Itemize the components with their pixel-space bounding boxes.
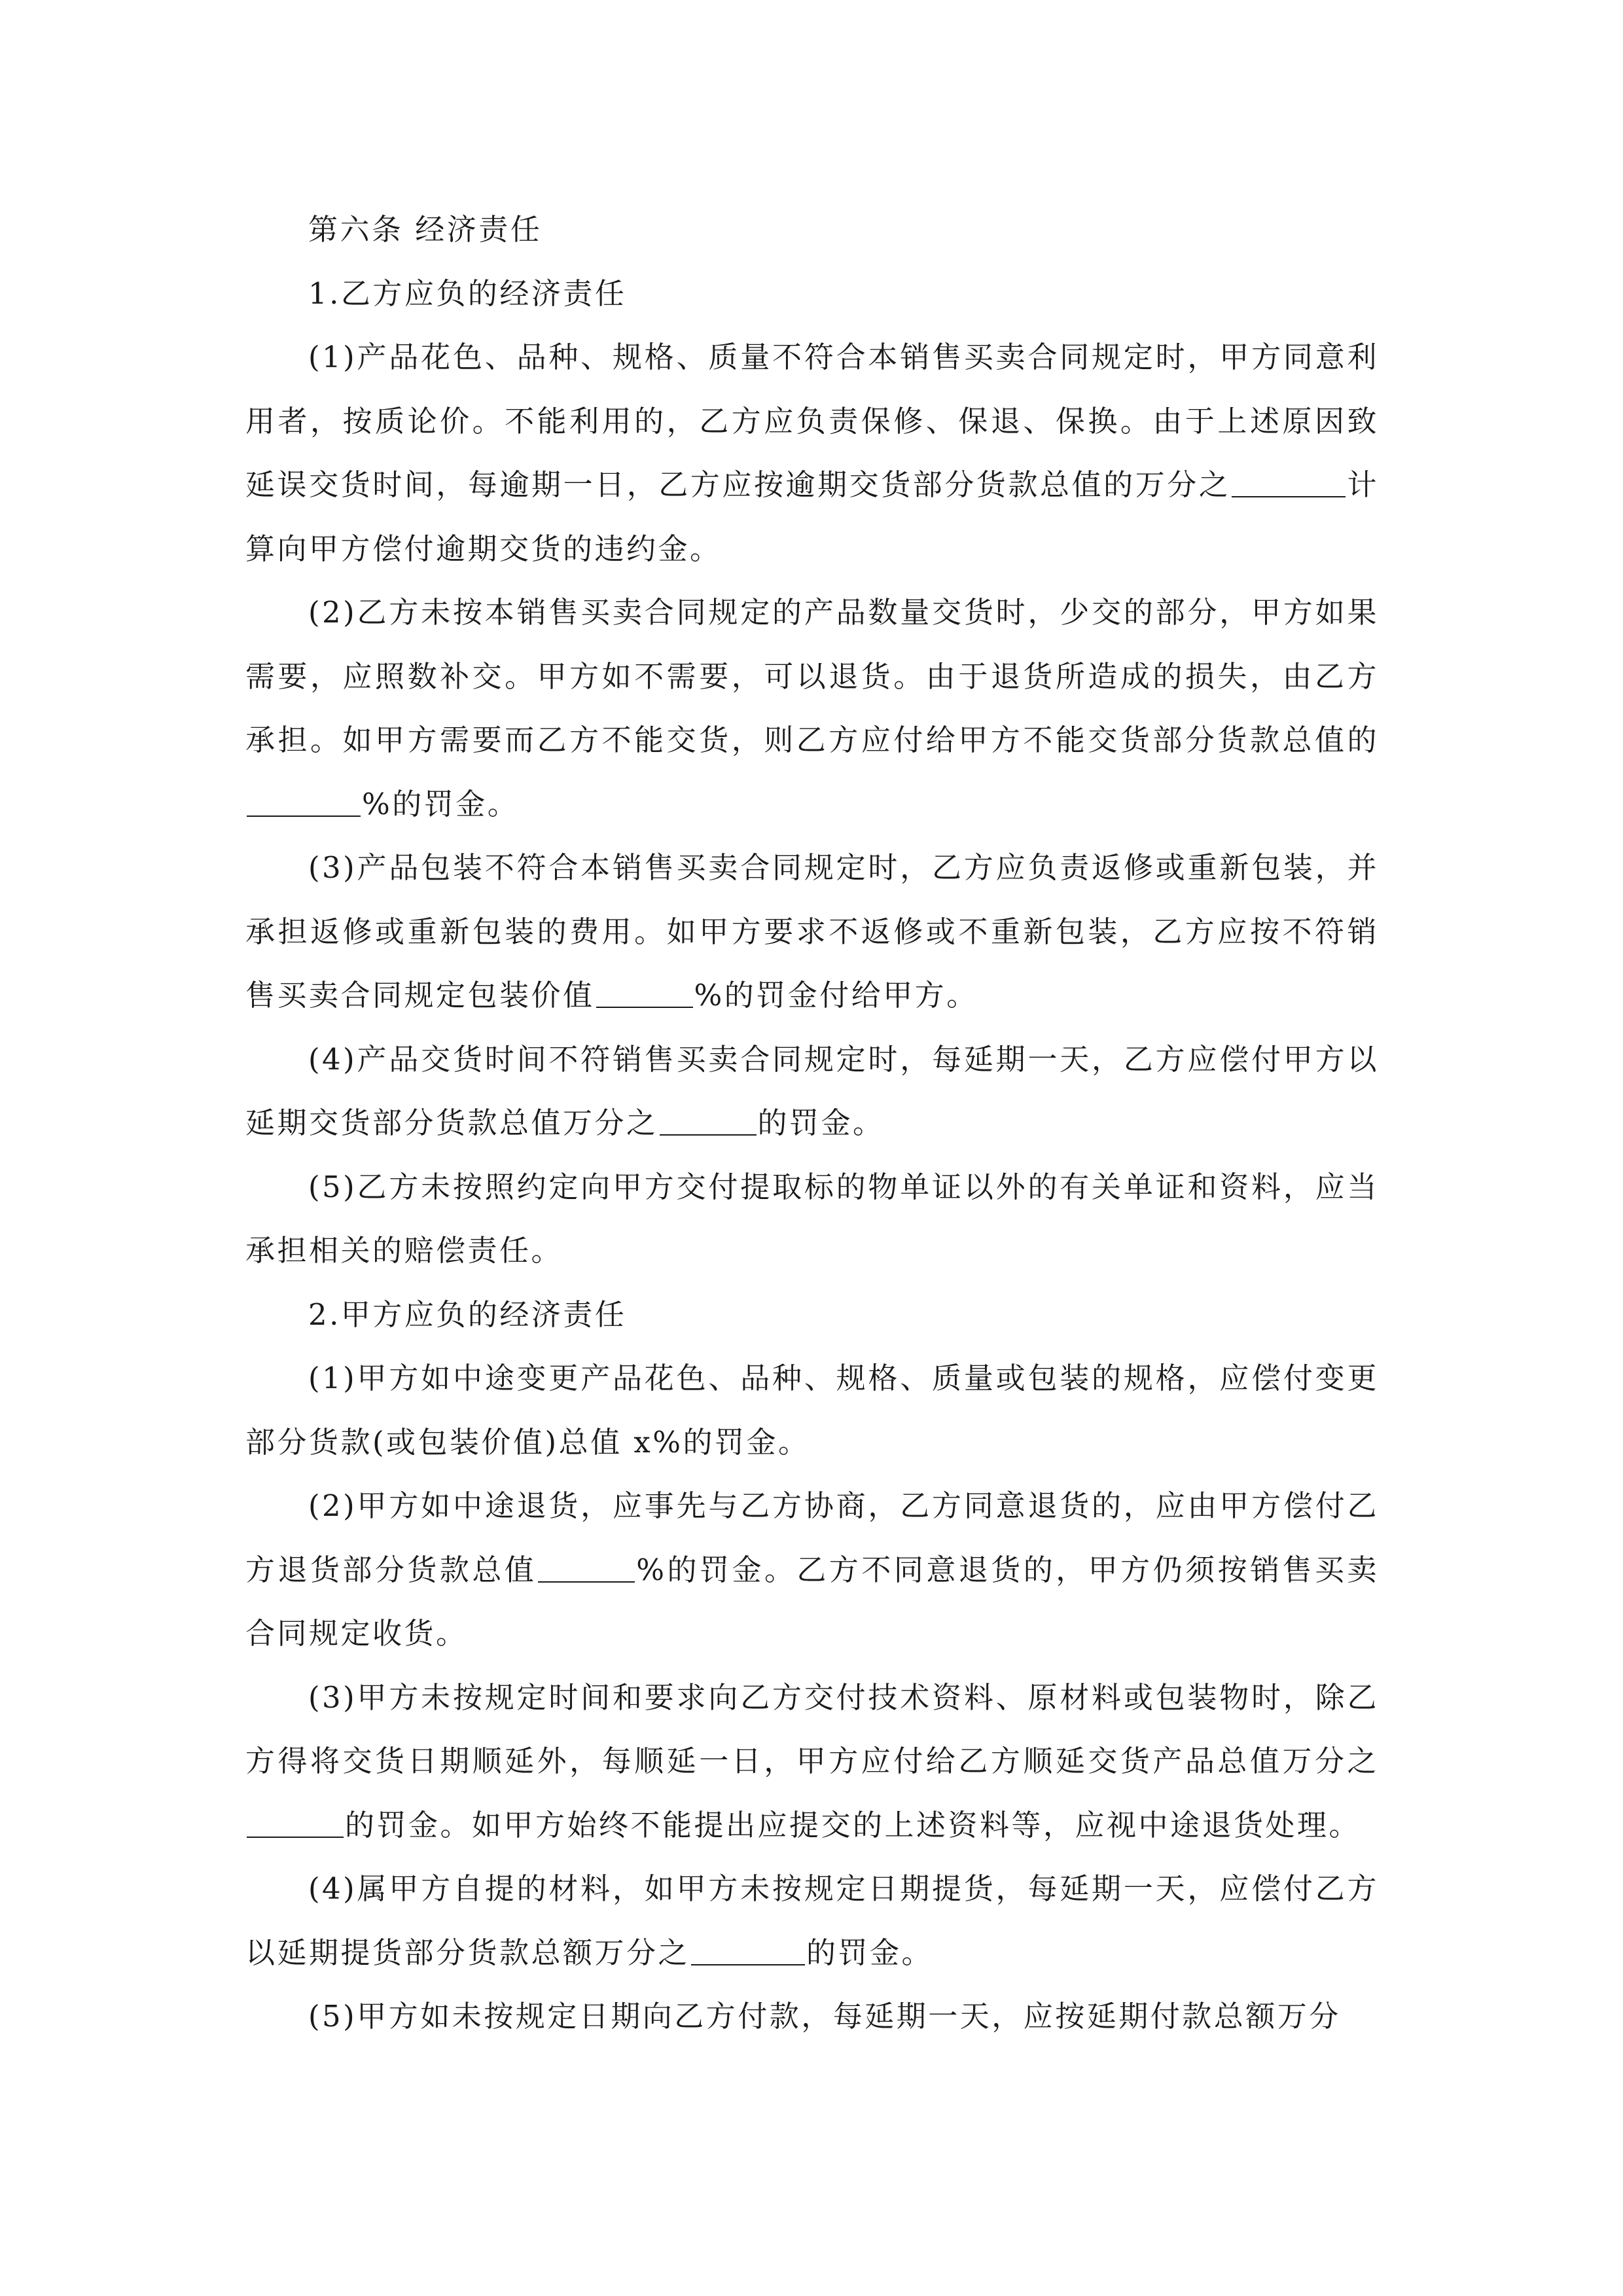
section-2-clause-4: (4)属甲方自提的材料，如甲方未按规定日期提货，每延期一天，应偿付乙方以延期提货部分货款总额万分之 的罚金。 (245, 1871, 1379, 1970)
section-2-clause-2: (2)甲方如中途退货，应事先与乙方协商，乙方同意退货的，应由甲方偿付乙方退货部分货款总值 %的罚金。乙方不同意退货的，甲方仍须按销售买卖合同规定收货。 (245, 1488, 1379, 1651)
section-1-title: 1.乙方应负的经济责任 (308, 276, 627, 311)
section-2-title: 2.甲方应负的经济责任 (308, 1297, 627, 1332)
section-1-clause-4: (4)产品交货时间不符销售买卖合同规定时，每延期一天，乙方应偿付甲方以延期交货部分货款总值万分之 的罚金。 (245, 1041, 1379, 1140)
section-2-clause-3: (3)甲方未按规定时间和要求向乙方交付技术资料、原材料或包装物时，除乙方得将交货日期顺延外，每顺延一日，甲方应付给乙方顺延交货产品总值万分之的罚金。如甲方始终不能提出应提交的上述资料等，应视中途退货处理。 (245, 1679, 1379, 1842)
section-1-clause-1: (1)产品花色、品种、规格、质量不符合本销售买卖合同规定时，甲方同意利用者，按质论价。不能利用的，乙方应负责保修、保退、保换。由于上述原因致延误交货时间，每逾期一日，乙方应按逾期交货部分货款总值的万分之 计算向甲方偿付逾期交货的违约金。 (245, 340, 1379, 566)
section-2-clause-5: (5)甲方如未按规定日期向乙方付款，每延期一天，应按延期付款总额万分 (308, 1999, 1341, 2034)
fill-blank (1232, 470, 1346, 497)
article-heading: 第六条 经济责任 (308, 212, 543, 247)
section-1-clause-5: (5)乙方未按照约定向甲方交付提取标的物单证以外的有关单证和资料，应当承担相关的赔偿责任。 (245, 1169, 1379, 1268)
section-1-clause-2: (2)乙方未按本销售买卖合同规定的产品数量交货时，少交的部分，甲方如果需要，应照数补交。甲方如不需要，可以退货。由于退货所造成的损失，由乙方承担。如甲方需要而乙方不能交货，则乙方应付给甲方不能交货部分货款总值的%的罚金。 (245, 595, 1379, 821)
section-1-clause-3: (3)产品包装不符合本销售买卖合同规定时，乙方应负责返修或重新包装，并承担返修或重新包装的费用。如甲方要求不返修或不重新包装，乙方应按不符销售买卖合同规定包装价值 %的罚金付给甲方。 (245, 850, 1379, 1013)
fill-blank (247, 1810, 344, 1838)
section-2-clause-1: (1)甲方如中途变更产品花色、品种、规格、质量或包装的规格，应偿付变更部分货款(或包装价值)总值 x%的罚金。 (245, 1361, 1379, 1460)
document-body (245, 198, 1379, 2049)
fill-blank (660, 1108, 757, 1136)
fill-blank (691, 1938, 805, 1965)
fill-blank (247, 789, 361, 817)
fill-blank (596, 980, 693, 1008)
fill-blank (538, 1555, 635, 1583)
